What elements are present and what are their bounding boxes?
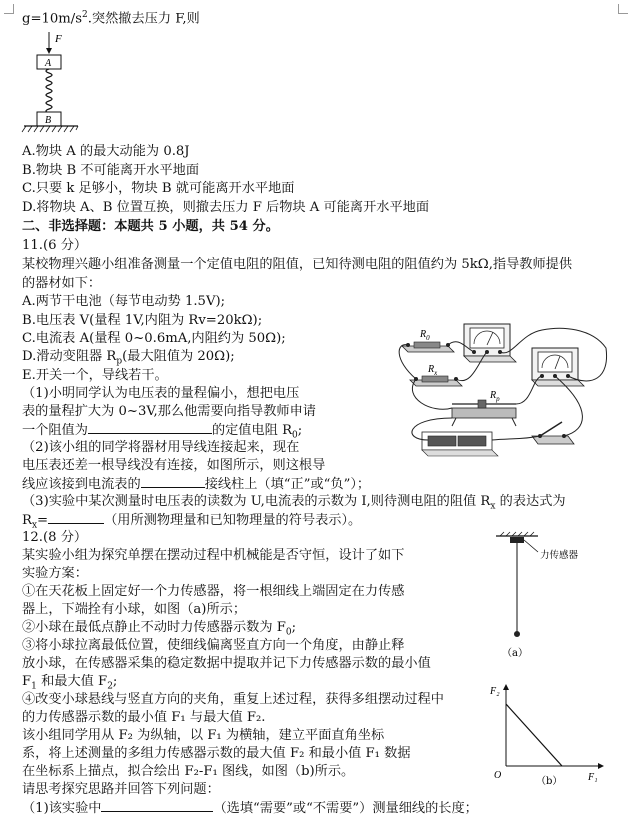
q11-blank-1 [88, 420, 212, 434]
option-d: D.将物块 A、B 位置互换，则撤去压力 F 后物块 A 可能离开水平地面 [22, 200, 430, 215]
q11-number: 11.(6 分） [22, 238, 88, 253]
q12-step3-line3: $F_1$ 和最大值 $F_2$; [22, 674, 118, 692]
resistor-r0-icon [402, 342, 454, 352]
option-c: C.只要 k 足够小，物块 B 就可能离开水平地面 [22, 181, 295, 196]
x-axis-label: F₁ [588, 772, 598, 783]
voltmeter-icon [464, 324, 516, 362]
q11-blank-2 [141, 474, 205, 488]
r0-label: $R_0$ [420, 329, 430, 342]
force-sensor-label: 力传感器 [540, 550, 579, 561]
y-axis-label: F₂ [490, 686, 500, 697]
q12-step5-line2: 系，将上述测量的多组力传感器示数的最大值 F₂ 和最小值 F₁ 数据 [22, 746, 411, 761]
force-label: F [55, 33, 62, 45]
spring-block-figure [20, 28, 82, 138]
q12-step5-line3: 在坐标系上描点，拟合绘出 F₂-F₁ 图线，如图（b)所示。 [22, 764, 355, 779]
q11-item-b: B.电压表 V(量程 1V,内阻为 Rv=20kΩ); [22, 313, 263, 328]
block-b-label: B [45, 115, 52, 126]
q11-stem-line1: 某校物理兴趣小组准备测量一个定值电阻的阻值，已知待测电阻的阻值约为 5kΩ,指导教师提供 [22, 257, 573, 272]
q11-part3-line2: $R_x=$ （用所测物理量和已知物理量的符号表示）。 [22, 510, 361, 529]
q11-stem-line2: 的器材如下： [22, 276, 102, 291]
figure-a-caption: （a） [502, 648, 528, 659]
q12-step1-line2: 器上，下端拴有小球，如图（a)所示； [22, 602, 247, 617]
q11-part1-line1: （1)小明同学认为电压表的量程偏小，想把电压 [22, 386, 300, 401]
q11-item-e: E.开关一个，导线若干。 [22, 368, 168, 383]
intro-line: $g=10m/s^2$.突然撤去压力 F,则 [22, 10, 200, 27]
q11-part3-line1: （3)实验中某次测量时电压表的读数为 U,电流表的示数为 I,则待测电阻的阻值 $R_x$ 的表达式为 [22, 494, 566, 512]
q12-step4-line1: ④改变小球悬线与竖直方向的夹角，重复上述过程，获得多组摆动过程中 [22, 692, 444, 707]
fit-line [506, 704, 562, 766]
section-heading: 二、非选择题：本题共 5 小题，共 54 分。 [22, 219, 279, 234]
q12-step3-line2: 放小球，在传感器采集的稳定数据中提取并记下力传感器示数的最小值 [22, 656, 431, 671]
origin-label: O [494, 770, 502, 781]
corner-mark-top-left [4, 4, 14, 14]
force-sensor-icon [510, 537, 524, 543]
figure-b-caption: （b） [536, 776, 563, 787]
q12-step5-line1: 该小组同学用从 F₂ 为纵轴，以 F₁ 为横轴，建立平面直角坐标 [22, 728, 385, 743]
option-b: B.物块 B 不可能离开水平地面 [22, 163, 200, 178]
q12-step1-line1: ①在天花板上固定好一个力传感器，将一根细线上端固定在力传感 [22, 584, 405, 599]
q12-part1: （1)该实验中 （选填“需要”或“不需要”）测量细线的长度； [22, 798, 478, 817]
ammeter-icon [532, 348, 584, 386]
q11-part1-line2: 表的量程扩大为 0~3V,那么他需要向指导教师申请 [22, 404, 316, 419]
rx-label: $R_x$ [428, 364, 438, 377]
rp-label: $R_p$ [490, 390, 500, 403]
q12-step3-line1: ③将小球拉离最低位置，使细线偏离竖直方向一个角度，由静止释 [22, 638, 405, 653]
q11-part2-line2: 电压表还差一根导线没有连接，如图所示，则这根导 [22, 458, 326, 473]
pendulum-figure [486, 530, 596, 662]
q12-step4-line2: 的力传感器示数的最小值 F₁ 与最大值 F₂. [22, 710, 266, 725]
rheostat-icon [452, 400, 516, 426]
q11-item-d: D.滑动变阻器 $R_p$(最大阻值为 20Ω); [22, 349, 235, 367]
q11-part2-line3: 线应该接到电流表的 接线柱上（填“正”或“负”）； [22, 474, 370, 493]
circuit-figure [392, 318, 610, 468]
q12-blank-1 [101, 798, 213, 812]
q11-part2-line1: （2)该小组的同学将器材用导线连接起来，现在 [22, 440, 300, 455]
q12-prompt: 请思考探究思路并回答下列问题： [22, 782, 220, 797]
f2-f1-graph [484, 680, 612, 790]
option-a: A.物块 A 的最大动能为 0.8J [22, 144, 190, 159]
q11-blank-3 [48, 510, 104, 524]
q11-part1-line3: 一个阻值为 的定值电阻 $R_0$; [22, 420, 302, 439]
pendulum-ball-icon [514, 631, 520, 637]
battery-icon [422, 432, 498, 456]
resistor-rx-icon [410, 376, 462, 386]
block-a-label: A [45, 58, 52, 69]
q11-item-c: C.电流表 A(量程 0~0.6mA,内阻约为 50Ω); [22, 331, 286, 346]
q12-step2: ②小球在最低点静止不动时力传感器示数为 $F_0$; [22, 620, 297, 638]
q11-item-a: A.两节干电池（每节电动势 1.5V); [22, 294, 226, 309]
q12-stem-line2: 实验方案： [22, 566, 88, 581]
corner-mark-top-right [618, 4, 628, 14]
switch-icon [532, 422, 574, 444]
q12-stem-line1: 某实验小组为探究单摆在摆动过程中机械能是否守恒，设计了如下 [22, 548, 405, 563]
q12-number: 12.(8 分） [22, 530, 88, 545]
